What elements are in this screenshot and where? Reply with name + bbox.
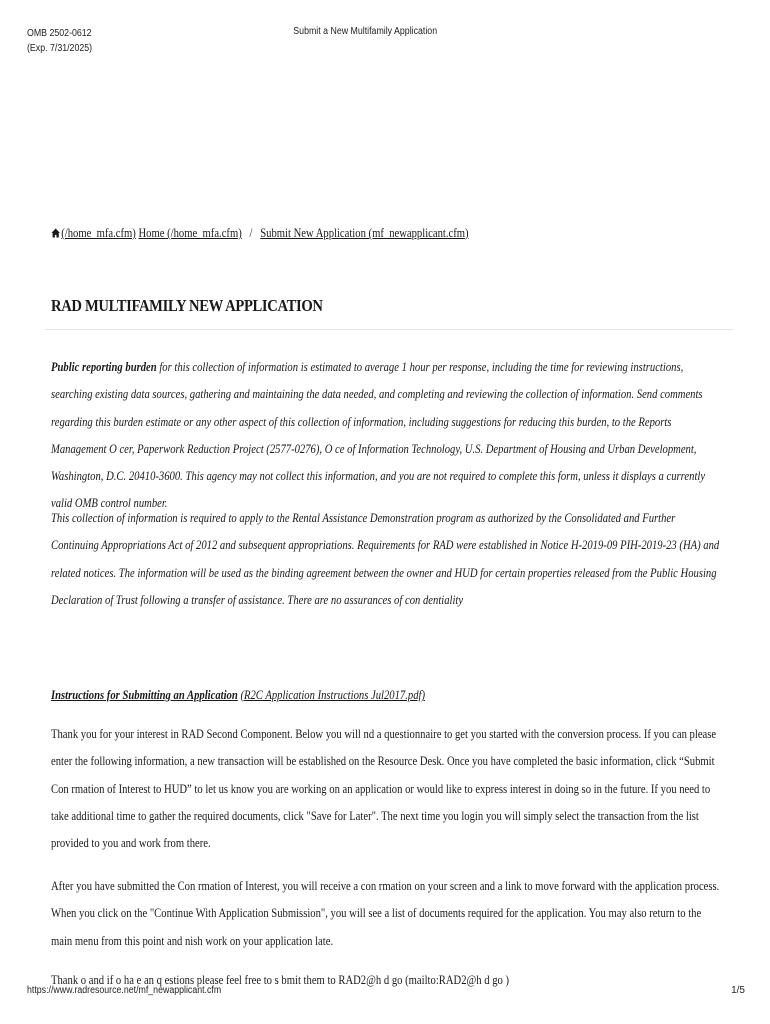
footer-url: https://www.radresource.net/mf_newapplicant.cfm (27, 985, 222, 996)
print-page-title: Submit a New Multifamily Application (293, 26, 438, 37)
page-title: RAD MULTIFAMILY NEW APPLICATION (51, 296, 323, 315)
instructions-heading-line (51, 682, 724, 709)
burden-text: for this collection of information is estimated to average 1 hour per response, including the time for reviewing instructions, searching existing data sources, gathering and maintaining the data needed, and completing and reviewing the collection of information. Send comments regarding this burden estimate or any other aspect of this collection of information, including suggestions for reducing this burden, to the Reports Management O cer, Paperwork Reduction Project (2577-0276), O ce of Information Technology, U.S. Department of Housing and Urban Development, Washington, D.C. 20410-3600. This agency may not collect this information, and you are not required to complete this form, unless it displays a currently valid OMB control number. (51, 360, 706, 511)
omb-number: OMB 2502-0612 (27, 28, 92, 39)
instructions-heading: Instructions for Submitting an Application (51, 688, 238, 702)
instructions-pdf-link[interactable]: (R2C Application Instructions Jul2017.pdf) (240, 688, 425, 702)
burden-statement (51, 354, 724, 518)
home-icon (51, 228, 60, 238)
breadcrumb (51, 226, 469, 241)
omb-expiration: (Exp. 7/31/2025) (27, 43, 93, 54)
breadcrumb-home-link[interactable]: Home (/home_mfa.cfm) (138, 226, 242, 240)
burden-lead: Public reporting burden (51, 360, 157, 374)
breadcrumb-separator: / (249, 226, 253, 240)
breadcrumb-home-icon-link[interactable] (51, 226, 136, 240)
intro-paragraph: Thank you for your interest in RAD Second Component. Below you will nd a questionnaire to get you started with the conversion process. If you can please enter the following information, a new transaction will be established on the Resource Desk. Once you have completed the basic information, click “Submit Con rmation of Interest to HUD” to let us know you are working on an application or would like to express interest in doing so in the future. If you need to take additional time to gather the required documents, click "Save for Later". The next time you login you will simply select the transaction from the list provided to you and work from there. (51, 727, 717, 851)
title-divider (45, 329, 733, 330)
contact-line: Thank o and if o ha e an q estions please feel free to s bmit them to RAD2@h d go (mailto:RAD2@h d go ) (51, 973, 510, 987)
breadcrumb-home-icon-url: (/home_mfa.cfm) (61, 226, 136, 240)
after-submission-paragraph: After you have submitted the Con rmation of Interest, you will receive a con rmation on your screen and a link to move forward with the application process. When you click on the "Continue With Application Submission", you will see a list of documents required for the application. You may also return to the main menu from this point and nish work on your application late. (51, 879, 720, 948)
footer-page-number: 1/5 (731, 985, 745, 996)
breadcrumb-current-link[interactable]: Submit New Application (mf_newapplicant.cfm) (260, 226, 469, 240)
collection-statement: This collection of information is required to apply to the Rental Assistance Demonstration program as authorized by the Consolidated and Further Continuing Appropriations Act of 2012 and subsequent appropriations. Requirements for RAD were established in Notice H-2019-09 PIH-2019-23 (HA) and related notices. The information will be used as the binding agreement between the owner and HUD for certain properties released from the Public Housing Declaration of Trust following a transfer of assistance. There are no assurances of con dentiality (51, 511, 720, 607)
